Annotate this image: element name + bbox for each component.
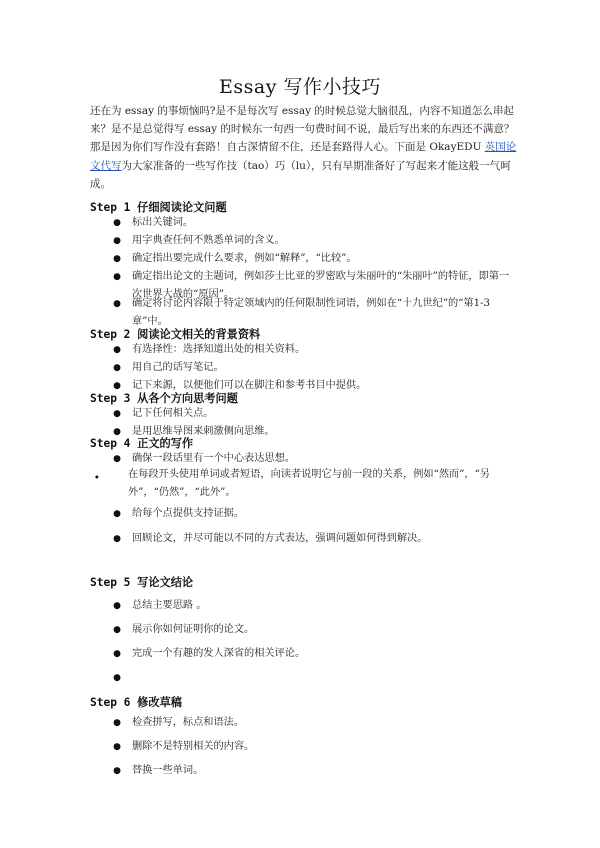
bullet-icon: ● <box>113 601 121 611</box>
bullet-icon: ● <box>113 625 121 635</box>
step-label: Step 1 <box>90 201 131 214</box>
step-title: 仔细阅读论文问题 <box>137 201 227 214</box>
bullet-icon: ● <box>113 299 121 309</box>
list-item: ● 确定指出要完成什么要求，例如“解释”，“比较”。 <box>108 250 528 268</box>
bullet-icon: ● <box>113 345 121 355</box>
step-label: Step 4 <box>90 437 131 450</box>
step-4-heading <box>90 435 193 451</box>
list-item: ● 确定将讨论内容限于特定领域内的任何限制性词语，例如在“十九世纪”的“第1-3 章”中。 <box>108 295 512 331</box>
bullet-icon: ● <box>113 236 121 246</box>
list-item: ● 确保一段话里有一个中心表达思想。 <box>108 450 528 468</box>
bullet-icon: ● <box>113 254 121 264</box>
step-label: Step 3 <box>90 392 131 405</box>
list-item: ● 展示你如何证明你的论文。 <box>108 621 528 639</box>
list-item: ● 用自己的话写笔记。 <box>108 359 528 377</box>
list-item: ● 删除不是特别相关的内容。 <box>108 738 528 756</box>
step-title: 正文的写作 <box>137 437 194 450</box>
page-title: Essay 写作小技巧 <box>219 76 381 98</box>
step-3-heading <box>90 390 238 406</box>
step-label: Step 5 <box>90 576 131 589</box>
list-item: ● 标出关键词。 <box>108 214 528 232</box>
step-6-heading <box>90 694 182 710</box>
intro-paragraph <box>90 102 520 193</box>
bullet-icon: ● <box>113 649 121 659</box>
bullet-icon: ● <box>113 363 121 373</box>
bullet-icon: ● <box>113 427 121 437</box>
list-item: ● 总结主要思路 。 <box>108 597 528 615</box>
step-title: 修改草稿 <box>137 696 182 709</box>
list-item: ● 记下任何相关点。 <box>108 405 528 423</box>
intro-text-end: 为大家准备的一些写作技（tao）巧（lu），只有早期准备好了写起来才能这般一气呵成。 <box>90 159 511 190</box>
step-title: 从各个方向思考问题 <box>137 392 238 405</box>
step-1-heading <box>90 199 227 215</box>
list-item: ● 记下来源，以便他们可以在脚注和参考书目中提供。 <box>108 377 528 395</box>
step-title: 写论文结论 <box>137 576 194 589</box>
bullet-icon: ● <box>113 718 121 728</box>
list-item: ● 确定指出论文的主题词，例如莎士比亚的罗密欧与朱丽叶的“朱丽叶”的特征，即第一次世界大战的“原因”。 <box>108 268 512 304</box>
list-item: ● 在每段开头使用单词或者短语，向读者说明它与前一段的关系，例如“然而”，“另外”，“仍然”，“此外”。 <box>94 466 512 502</box>
step-title: 阅读论文相关的背景资料 <box>137 328 261 341</box>
step-2-heading <box>90 326 260 342</box>
list-item: ● 给每个点提供支持证据。 <box>108 505 528 523</box>
bullet-icon: ● <box>113 509 121 519</box>
intro-text: 还在为 essay 的事烦恼吗?是不是每次写 essay 的时候总觉大脑很乱，内容不知道怎么串起来？是不是总觉得写 essay 的时候东一句西一句费时间不说，最后写出来的东西还不满意？那是因为你们写作没有套路！自古深情留不住，还是套路得人心。下面是 OkayEDU <box>90 105 515 154</box>
bullet-icon: ● <box>113 742 121 752</box>
step-label: Step 6 <box>90 696 131 709</box>
bullet-icon: ● <box>113 381 121 391</box>
bullet-icon: ● <box>95 474 99 479</box>
bullet-icon: ● <box>113 673 121 683</box>
intro-link[interactable]: 英国论文代写 <box>90 141 517 172</box>
step-5-heading <box>90 574 193 590</box>
list-item: ● 完成一个有趣的发人深省的相关评论。 <box>108 645 528 663</box>
list-item: ● 回顾论文，并尽可能以不同的方式表达，强调问题如何得到解决。 <box>108 530 528 548</box>
bullet-icon: ● <box>113 766 121 776</box>
step-label: Step 2 <box>90 328 131 341</box>
bullet-icon: ● <box>113 454 121 464</box>
list-item: ● 是用思维导图来刺激侧向思维。 <box>108 423 528 441</box>
bullet-icon: ● <box>113 409 121 419</box>
bullet-icon: ● <box>113 218 121 228</box>
bullet-icon: ● <box>113 272 121 282</box>
bullet-icon: ● <box>113 534 121 544</box>
list-item: ● 替换一些单词。 <box>108 762 528 780</box>
list-item: ● 用字典查任何不熟悉单词的含义。 <box>108 232 528 250</box>
list-item: ● 检查拼写，标点和语法。 <box>108 714 528 732</box>
list-item: ● 有选择性：选择知道出处的相关资料。 <box>108 341 528 359</box>
